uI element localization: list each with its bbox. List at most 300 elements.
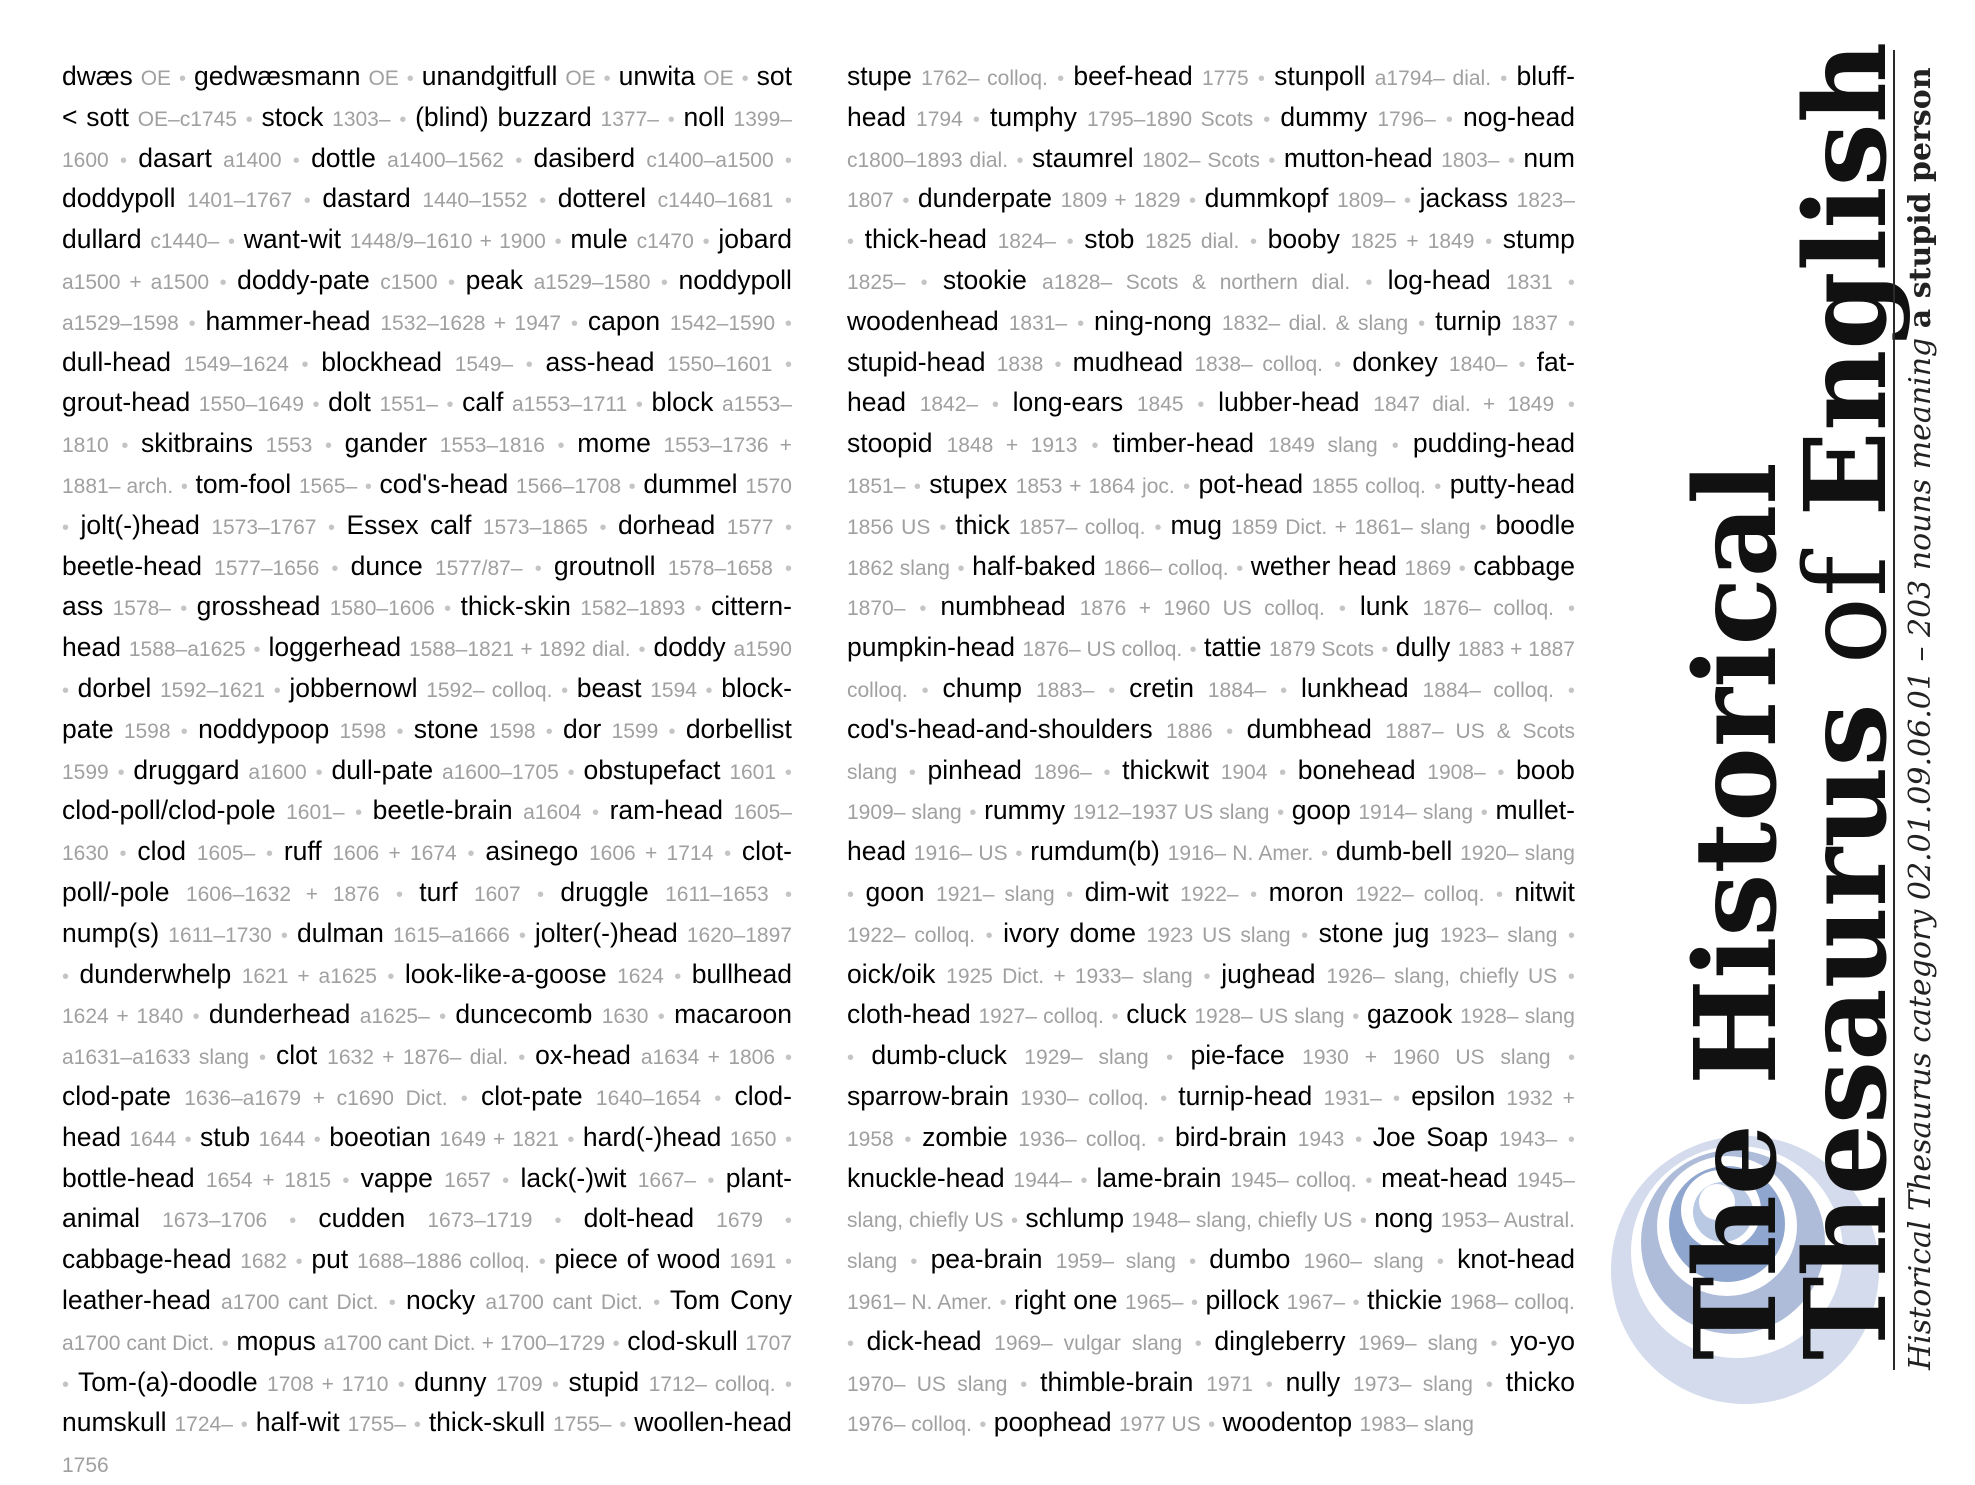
entry-date: 1856 US	[847, 515, 931, 539]
entry-separator: •	[847, 1332, 855, 1355]
entry-separator: •	[1208, 1414, 1216, 1437]
entry-date: 1673–1706	[162, 1209, 268, 1233]
entry-separator: •	[1108, 679, 1116, 702]
entry-date: 1809–	[1336, 189, 1396, 213]
entry-date: 1948– slang, chiefly US	[1131, 1209, 1353, 1233]
entry-word: dumbhead	[1246, 713, 1372, 744]
thesaurus-entry	[62, 183, 292, 213]
entry-word: jolt(-)head	[80, 509, 200, 540]
entry-separator: •	[1359, 1210, 1367, 1233]
thesaurus-entry	[422, 61, 596, 91]
entry-date: 1943	[1297, 1127, 1345, 1151]
entry-date: 1908–	[1427, 760, 1486, 784]
entry-date: 1588–1821 + 1892 dial.	[408, 638, 631, 662]
entry-separator: •	[515, 149, 523, 172]
entry-separator: •	[406, 68, 414, 90]
thesaurus-entry	[62, 1285, 379, 1315]
entry-date: c1800–1893 dial.	[847, 148, 1009, 172]
entry-separator: •	[1057, 68, 1065, 90]
entry-date: 1691	[729, 1250, 777, 1274]
entry-separator: •	[395, 883, 403, 906]
thesaurus-entry	[1025, 1203, 1352, 1233]
entry-word: thick	[955, 509, 1010, 540]
entry-word: doddy-pate	[237, 264, 370, 295]
entry-separator: •	[921, 679, 929, 702]
entry-word: lubber-head	[1218, 387, 1360, 418]
entry-date: c1440–	[150, 230, 220, 254]
entry-separator: •	[1257, 68, 1265, 90]
thesaurus-entry	[206, 306, 562, 336]
entry-separator: •	[467, 843, 475, 866]
entry-separator: •	[784, 761, 792, 784]
entry-separator: •	[534, 557, 542, 580]
entry-separator: •	[619, 1414, 627, 1437]
entry-separator: •	[240, 1414, 248, 1437]
thesaurus-entry	[284, 836, 457, 866]
entry-date: 1909– slang	[847, 801, 962, 825]
thesaurus-entry	[972, 551, 1228, 581]
entry-date: 1849 slang	[1268, 434, 1378, 458]
entry-separator: •	[1111, 1006, 1119, 1029]
entry-word: stupe	[847, 61, 912, 91]
thesaurus-entry	[929, 469, 1174, 499]
entry-word: dwæs	[62, 61, 133, 91]
entry-separator: •	[635, 394, 643, 417]
thesaurus-entry	[460, 591, 685, 621]
thesaurus-entry	[955, 510, 1145, 540]
thesaurus-entry	[236, 1326, 605, 1356]
entry-separator: •	[444, 598, 452, 621]
thesaurus-entry	[1175, 1122, 1344, 1152]
thesaurus-entry	[922, 1122, 1146, 1152]
thesaurus-entry	[568, 1367, 775, 1397]
entry-separator: •	[219, 271, 227, 294]
thesaurus-entry	[1204, 632, 1374, 662]
entry-separator: •	[972, 108, 980, 131]
thesaurus-entry	[322, 183, 527, 213]
entry-separator: •	[180, 720, 188, 743]
entry-date: 1573–1767	[211, 515, 317, 539]
entry-date: 1866– colloq.	[1103, 556, 1229, 580]
entry-word: stoopid	[847, 428, 933, 459]
entry-word: mome	[577, 428, 651, 459]
entry-date: a1400–1562	[387, 148, 504, 172]
entry-separator: •	[1154, 516, 1162, 539]
entry-separator: •	[628, 475, 636, 498]
entry-date: 1886	[1166, 719, 1213, 743]
entry-date: 1598	[339, 719, 387, 743]
entry-date: 1679	[716, 1209, 763, 1233]
entry-word: macaroon	[674, 999, 792, 1030]
thesaurus-entry	[406, 1285, 643, 1315]
entry-date: 1615–a1666	[392, 923, 510, 947]
entry-separator: •	[561, 679, 569, 702]
entry-word: stunpoll	[1274, 61, 1366, 91]
entry-word: noddypoll	[678, 264, 792, 295]
entry-word: turf	[419, 876, 458, 907]
entry-date: 1969– vulgar slang	[994, 1331, 1183, 1355]
entry-date: 1923– slang	[1439, 923, 1558, 947]
entry-word: druggle	[560, 876, 649, 907]
entry-date: 1876– colloq.	[1422, 597, 1554, 621]
entry-date: a1631–a1633 slang	[62, 1046, 250, 1070]
entry-separator: •	[724, 843, 732, 866]
entry-word: beast	[576, 672, 642, 703]
entry-word: mullet-head	[847, 795, 1575, 867]
entry-word: clot	[275, 1040, 318, 1071]
entry-date: a1529–1598	[62, 311, 179, 335]
entry-word: dull-head	[62, 346, 172, 377]
thesaurus-entry	[1298, 755, 1486, 785]
entry-date: 1831–	[1008, 311, 1068, 335]
entry-word: donkey	[1352, 346, 1438, 377]
entry-separator: •	[537, 883, 545, 906]
entry-word: cudden	[318, 1203, 406, 1234]
entry-word: nump(s)	[62, 917, 160, 948]
category-meaning: a stupid person	[1903, 67, 1938, 329]
entry-word: epsilon	[1411, 1080, 1496, 1111]
thesaurus-entry	[419, 877, 520, 907]
entry-separator: •	[62, 516, 70, 539]
entry-word: ox-head	[535, 1040, 631, 1071]
entry-date: 1945– slang, chiefly US	[847, 1168, 1575, 1233]
entry-word: poophead	[993, 1407, 1112, 1438]
entry-date: 1912–1937 US slang	[1072, 801, 1270, 825]
entry-date: 1755–	[347, 1413, 406, 1437]
entry-word: pot-head	[1198, 468, 1304, 499]
entry-word: hammer-head	[205, 305, 371, 336]
entry-date: a1553–1711	[512, 393, 628, 417]
entry-word: clot-poll/-pole	[62, 836, 792, 907]
entry-date: 1598	[123, 719, 171, 743]
entry-date: 1896–	[1033, 760, 1092, 784]
entry-date: 1580–1606	[329, 597, 435, 621]
thesaurus-entry	[268, 632, 630, 662]
thesaurus-entry	[618, 510, 773, 540]
entry-date: 1606–1632 + 1876	[185, 882, 380, 906]
entry-separator: •	[188, 312, 196, 335]
entry-separator: •	[1157, 1128, 1165, 1151]
entry-date: 1859 Dict. + 1861– slang	[1231, 515, 1471, 539]
entry-date: 1825–	[847, 270, 906, 294]
entry-word: dumb-bell	[1335, 836, 1453, 867]
entry-separator: •	[910, 1251, 918, 1274]
entry-word: stob	[1084, 224, 1135, 255]
thesaurus-entry	[535, 1040, 775, 1070]
entry-word: dasart	[138, 142, 212, 173]
entry-word: (blind) buzzard	[415, 101, 592, 132]
entry-date: 1925 Dict. + 1933– slang	[946, 964, 1193, 988]
entry-word: dullard	[62, 224, 142, 255]
entry-date: 1577	[726, 515, 774, 539]
entry-word: stump	[1502, 224, 1575, 255]
category-subtitle	[1903, 67, 1938, 1370]
entry-date: 1565–	[298, 474, 358, 498]
thesaurus-entry	[940, 591, 1325, 621]
entry-word: clod-pate	[62, 1080, 172, 1111]
entry-date: 1624 + 1840	[62, 1005, 184, 1029]
thesaurus-entry	[62, 795, 345, 825]
entry-separator: •	[1279, 761, 1287, 784]
entry-date: 1851–	[847, 474, 906, 498]
title-line-1: The Historical	[1671, 462, 1802, 1360]
thesaurus-entry	[256, 1407, 406, 1437]
entry-date: 1549–1624	[183, 352, 289, 376]
entry-separator: •	[557, 435, 565, 458]
entry-word: putty-head	[1449, 468, 1575, 499]
thesaurus-entry	[297, 918, 510, 948]
entry-date: 1573–1865	[482, 515, 588, 539]
entry-date: 1927– colloq.	[978, 1005, 1104, 1029]
entry-word: grout-head	[62, 387, 191, 418]
entry-word: pudding-head	[1412, 428, 1575, 459]
thesaurus-entry	[137, 836, 255, 866]
thesaurus-entry	[373, 795, 582, 825]
entry-separator: •	[1490, 1332, 1498, 1355]
entry-date: 1932 + 1958	[847, 1086, 1575, 1151]
entry-word: ruff	[283, 836, 322, 867]
entry-separator: •	[784, 557, 792, 580]
entry-word: clot-pate	[481, 1080, 583, 1111]
entry-word: Tom-(a)-doodle	[77, 1366, 258, 1397]
entry-date: 1636–a1679 + c1690 Dict.	[184, 1086, 448, 1110]
entry-date: OE	[703, 67, 734, 90]
entry-word: num	[1523, 142, 1575, 173]
entry-word: half-baked	[972, 550, 1096, 581]
entry-word: bonehead	[1297, 754, 1416, 785]
thesaurus-entry	[847, 999, 1104, 1029]
entry-separator: •	[1236, 557, 1244, 580]
entry-separator: •	[1480, 802, 1488, 825]
entry-word: gazook	[1366, 999, 1453, 1030]
entry-date: 1588–a1625	[128, 638, 246, 662]
thesaurus-entry	[62, 591, 171, 621]
entry-date: OE	[140, 67, 172, 90]
entry-separator: •	[539, 190, 547, 213]
entry-word: wether head	[1250, 550, 1397, 581]
thesaurus-entry	[1284, 143, 1500, 173]
thesaurus-entry	[346, 510, 588, 540]
entry-word: beetle-brain	[372, 795, 513, 826]
thesaurus-entry	[289, 673, 552, 703]
entry-separator: •	[1567, 394, 1575, 417]
entry-separator: •	[1365, 271, 1373, 294]
entry-separator: •	[1568, 924, 1576, 947]
entry-word: cabbage-head	[62, 1244, 232, 1275]
thesaurus-entry	[78, 673, 265, 703]
left-word-column	[62, 58, 792, 1485]
entry-date: 1914– slang	[1358, 801, 1474, 825]
entry-separator: •	[1197, 394, 1205, 417]
entry-word: oick/oik	[847, 958, 936, 989]
entry-date: a1700 cant Dict.	[221, 1290, 379, 1314]
entry-date: 1654 + 1815	[205, 1168, 332, 1192]
thesaurus-entry	[847, 959, 1193, 989]
entry-word: stock	[261, 101, 324, 132]
entry-separator: •	[784, 1373, 792, 1396]
entry-word: boob	[1515, 754, 1575, 785]
entry-word: ram-head	[609, 795, 723, 826]
thesaurus-entry	[329, 1122, 559, 1152]
entry-separator: •	[902, 190, 910, 213]
entry-word: jolter(-)head	[534, 917, 678, 948]
entry-date: 1930 + 1960 US slang	[1302, 1046, 1551, 1070]
thesaurus-entry	[1352, 347, 1507, 377]
entry-date: 1630	[601, 1005, 649, 1029]
entry-word: nully	[1285, 1366, 1341, 1397]
thesaurus-entry	[871, 1040, 1148, 1070]
entry-separator: •	[280, 924, 288, 947]
entry-word: half-wit	[255, 1407, 340, 1438]
entry-word: cretin	[1129, 672, 1194, 703]
thesaurus-entry	[563, 714, 658, 744]
thesaurus-entry	[62, 551, 319, 581]
entry-date: 1566–1708	[515, 474, 622, 498]
thesaurus-entry	[62, 1407, 233, 1437]
entry-word: pea-brain	[930, 1244, 1043, 1275]
entry-word: pumpkin-head	[847, 632, 1015, 663]
entry-word: clod-skull	[627, 1325, 738, 1356]
thesaurus-entry	[415, 102, 659, 132]
entry-separator: •	[327, 516, 335, 539]
entry-date: 1621 + a1625	[241, 964, 377, 988]
entry-date: 1640–1654	[595, 1086, 702, 1110]
entry-separator: •	[1066, 231, 1074, 254]
thesaurus-entry	[1073, 61, 1248, 91]
thesaurus-entry	[943, 265, 1350, 295]
entry-word: ning-nong	[1094, 305, 1212, 336]
entry-word: numbhead	[940, 591, 1066, 622]
entry-word: Joe Soap	[1372, 1121, 1489, 1152]
entry-separator: •	[939, 516, 947, 539]
entry-date: 1303–	[332, 107, 391, 131]
entry-date: 1929– slang	[1024, 1046, 1149, 1070]
entry-word: want-wit	[243, 224, 341, 255]
entry-word: pinhead	[927, 754, 1022, 785]
entry-word: zombie	[922, 1121, 1008, 1152]
entry-word: cod's-head-and-shoulders	[847, 713, 1153, 744]
thesaurus-entry	[1214, 1326, 1477, 1356]
entry-separator: •	[1277, 802, 1285, 825]
entry-word: dor	[563, 713, 602, 744]
entry-date: 1712– colloq.	[648, 1372, 776, 1396]
entry-date: 1837	[1511, 311, 1559, 335]
thesaurus-entry	[311, 1244, 530, 1274]
entry-date: 1916– N. Amer.	[1167, 842, 1314, 866]
entry-separator: •	[784, 149, 792, 172]
entry-separator: •	[1189, 190, 1197, 213]
thesaurus-entry	[1129, 673, 1266, 703]
thesaurus-entry	[865, 224, 1056, 254]
entry-date: 1922– colloq.	[847, 923, 976, 947]
entry-word: right one	[1014, 1284, 1118, 1315]
thesaurus-entry	[1030, 836, 1313, 866]
entry-separator: •	[1268, 149, 1276, 172]
entry-separator: •	[518, 1047, 526, 1070]
thesaurus-entry	[194, 61, 399, 91]
entry-date: 1644	[129, 1127, 177, 1151]
entry-separator: •	[439, 1006, 447, 1029]
thesaurus-entry	[429, 1407, 612, 1437]
entry-separator: •	[396, 720, 404, 743]
entry-separator: •	[342, 1169, 350, 1192]
entry-date: 1532–1628 + 1947	[380, 311, 562, 335]
thesaurus-entry	[847, 428, 1077, 458]
entry-date: 1853 + 1864 joc.	[1015, 474, 1175, 498]
thesaurus-entry	[1205, 183, 1396, 213]
entry-separator: •	[295, 1251, 303, 1274]
entry-separator: •	[1381, 639, 1389, 662]
entry-separator: •	[1434, 475, 1442, 498]
entry-date: 1553–1816	[439, 434, 545, 458]
entry-date: 1916– US	[913, 842, 1008, 866]
entry-date: 1936– colloq.	[1018, 1127, 1147, 1151]
entry-separator: •	[603, 68, 611, 90]
thesaurus-entry	[311, 143, 504, 173]
entry-date: 1825 + 1849	[1350, 230, 1475, 254]
entry-date: 1922–	[1180, 882, 1239, 906]
thesaurus-entry	[1286, 1367, 1473, 1397]
entry-word: fat-head	[847, 346, 1575, 418]
entry-word: rumdum(b)	[1030, 836, 1160, 867]
entry-date: 1921– slang	[936, 882, 1055, 906]
entry-date: 1550–1649	[198, 393, 304, 417]
thesaurus-entry	[583, 1122, 777, 1152]
entry-word: turnip-head	[1178, 1080, 1313, 1111]
entry-separator: •	[1507, 149, 1515, 172]
entry-date: 1401–1767	[187, 189, 293, 213]
thesaurus-entry	[133, 755, 306, 785]
entry-separator: •	[667, 108, 675, 131]
entry-separator: •	[969, 802, 977, 825]
entry-date: 1855 colloq.	[1311, 474, 1426, 498]
thesaurus-entry	[1126, 999, 1344, 1029]
entry-word: peak	[465, 264, 524, 295]
entry-word: bullhead	[691, 958, 792, 989]
entry-date: a1700 cant Dict.	[62, 1331, 215, 1355]
entry-separator: •	[62, 1373, 70, 1396]
entry-separator: •	[448, 271, 456, 294]
entry-word: staumrel	[1031, 142, 1134, 173]
entry-word: obstupefact	[583, 754, 721, 785]
entry-word: nitwit	[1514, 876, 1575, 907]
entry-separator: •	[554, 231, 562, 254]
entry-separator: •	[1077, 312, 1085, 335]
entry-separator: •	[1403, 190, 1411, 213]
thesaurus-entry	[195, 469, 357, 499]
entry-word: groutnoll	[553, 550, 656, 581]
entry-date: 1862 slang	[847, 556, 950, 580]
entry-separator: •	[1355, 1128, 1363, 1151]
thesaurus-entry	[62, 61, 171, 91]
entry-date: 1606 + 1714	[589, 842, 714, 866]
entry-separator: •	[180, 475, 188, 498]
entry-date: 1887– US & Scots slang	[847, 719, 1575, 784]
entry-separator: •	[1321, 843, 1329, 866]
entry-separator: •	[784, 1128, 792, 1151]
entry-separator: •	[1015, 843, 1023, 866]
entry-word: lunkhead	[1301, 672, 1409, 703]
entry-separator: •	[1190, 1291, 1198, 1314]
entry-date: 1802– Scots	[1142, 148, 1260, 172]
entry-word: stookie	[942, 264, 1027, 295]
entry-separator: •	[1445, 108, 1453, 131]
entry-date: 1983– slang	[1359, 1413, 1474, 1437]
thesaurus-entry	[570, 224, 693, 254]
thesaurus-entry	[318, 1203, 532, 1233]
entry-word: doddy	[653, 632, 726, 663]
thesaurus-entry	[1280, 102, 1435, 132]
